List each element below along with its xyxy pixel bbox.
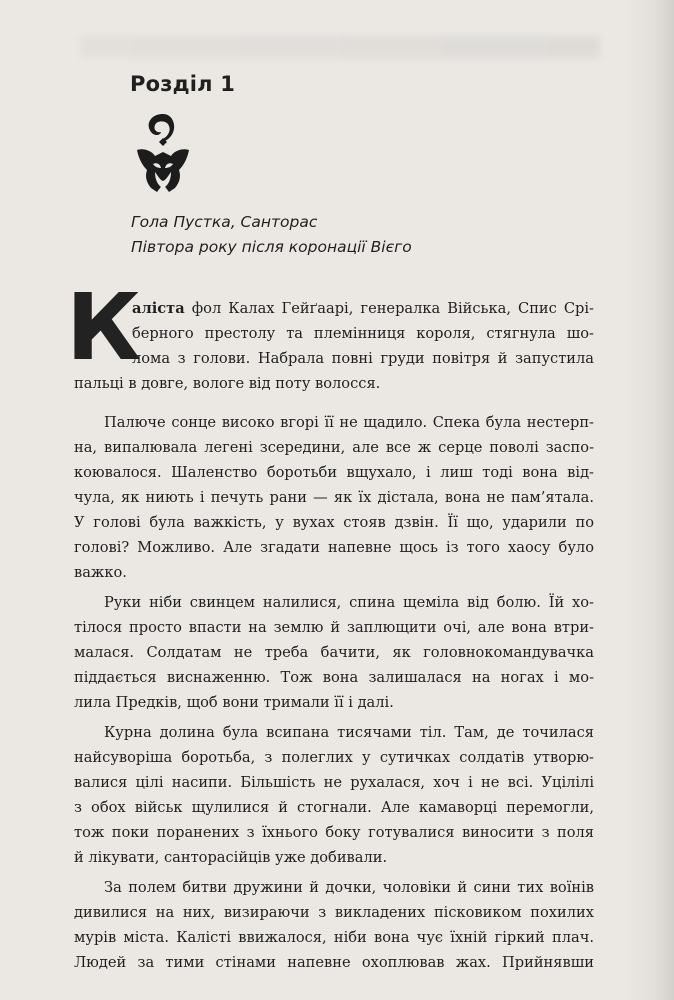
name-bold: аліста [132,300,185,317]
page-edge-shadow [626,0,674,1000]
text-line: тож поки поранених з їхнього боку готувалися виносити з поля [74,824,594,841]
text-line: й лікувати, санторасійців уже добивали. [74,849,388,866]
text-line: чула, як ниють і печуть рани — як їх дістала, вона не пам’ятала. [74,489,594,506]
text-line: на, випалювала легені зсередини, але все ж серце поволі заспо- [74,439,594,456]
epigraph [131,210,412,260]
text-line: найсуворіша боротьба, з полеглих у сутичках солдатів утворю- [74,749,594,766]
drop-cap: К [66,274,142,381]
text-line: з обох військ щулилися й стогнали. Але камаворці перемогли, [74,799,594,816]
text-line: важко. [74,564,127,581]
text-line: дивилися на них, визираючи з викладених пісковиком похилих [74,904,594,921]
text-line: голові? Можливо. Але згадати напевне щось із того хаосу було [74,539,594,556]
text-line: коювалося. Шаленство боротьби вщухало, і лиш тоді вона від- [74,464,594,481]
text-line: малася. Солдатам не треба бачити, як головнокомандувачка [74,644,594,661]
helmet-emblem-icon [133,112,193,194]
show-through-bleed [80,36,600,58]
text-line: У голові була важкість, у вухах стояв дзвін. Її що, ударили по [74,514,594,531]
epigraph-time: Півтора року після коронації Вієго [131,238,412,256]
text-span: фол Калах Гейґаарі, генералка Війська, Спис Срі- [184,300,594,317]
text-line: пальці в довге, вологе від поту волосся. [74,375,381,392]
text-line: берного престолу та племінниця короля, стягнула шо- [132,325,594,342]
text-line: піддається виснаженню. Тож вона залишалася на ногах і мо- [74,669,594,686]
text-line: валися цілі насипи. Більшість не рухалася, хоч і не всі. Уцілілі [74,774,594,791]
text-line: лила Предків, щоб вони тримали її і далі. [74,694,394,711]
text-line: Курна долина була всипана тисячами тіл. Там, де точилася [104,724,594,741]
text-line: Палюче сонце високо вгорі її не щадило. Спека була нестерп- [104,414,594,431]
text-line: Руки ніби свинцем налилися, спина щеміла від болю. Їй хо- [104,594,594,611]
text-line [132,296,594,321]
text-line: лома з голови. Набрала повні груди повітря й запустила [132,350,594,367]
epigraph-location: Гола Пустка, Санторас [131,213,318,231]
chapter-title: Розділ 1 [130,72,236,96]
text-line: За полем битви дружини й дочки, чоловіки й сини тих воїнів [104,879,594,896]
text-line: тілося просто впасти на землю й заплющити очі, але вона втри- [74,619,594,636]
text-line: Людей за тими стінами напевне охоплював жах. Прийнявши [74,954,594,971]
text-line: мурів міста. Калісті ввижалося, ніби вона чує їхній гіркий плач. [74,929,594,946]
